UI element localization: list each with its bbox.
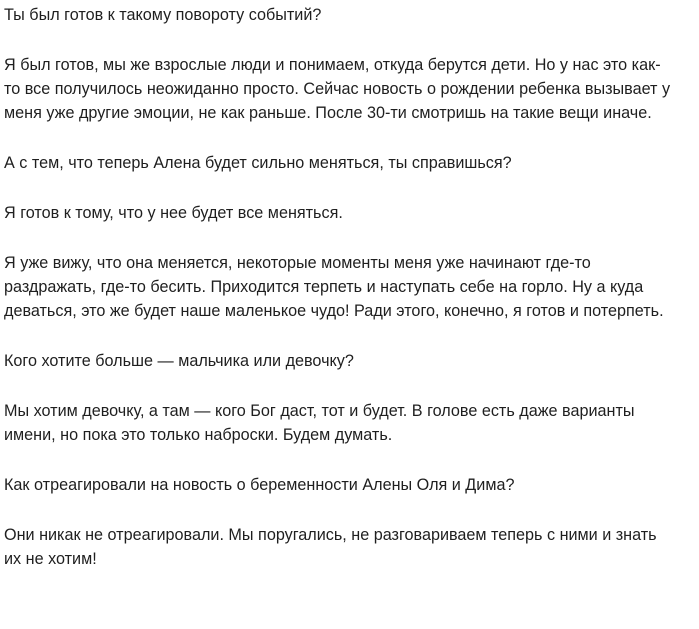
- interview-answer: Я уже вижу, что она меняется, некоторые моменты меня уже начинают где-то раздражать, где-то бесить. Приходится терпеть и наступать себе на горло. Ну а куда деваться, это же будет наше маленькое чудо! Ради этого, конечно, я готов и потерпеть.: [4, 254, 664, 320]
- interview-answer: Я был готов, мы же взрослые люди и понимаем, откуда берутся дети. Но у нас это как-то все получилось неожиданно просто. Сейчас новость о рождении ребенка вызывает у меня уже другие эмоции, не как раньше. После 30-ти смотришь на такие вещи иначе.: [4, 56, 671, 122]
- interview-answer: Они никак не отреагировали. Мы поругались, не разговариваем теперь с ними и знать их не хотим!: [4, 526, 657, 568]
- interview-question: Кого хотите больше — мальчика или девочку?: [4, 352, 354, 370]
- interview-question: Ты был готов к такому повороту событий?: [4, 6, 322, 24]
- interview-answer: Мы хотим девочку, а там — кого Бог даст, тот и будет. В голове есть даже варианты имени, но пока это только наброски. Будем думать.: [4, 402, 635, 444]
- interview-answer: Я готов к тому, что у нее будет все меняться.: [4, 204, 343, 222]
- interview-question: Как отреагировали на новость о беременности Алены Оля и Дима?: [4, 476, 515, 494]
- article-body: [4, 0, 674, 597]
- interview-question: А с тем, что теперь Алена будет сильно меняться, ты справишься?: [4, 154, 512, 172]
